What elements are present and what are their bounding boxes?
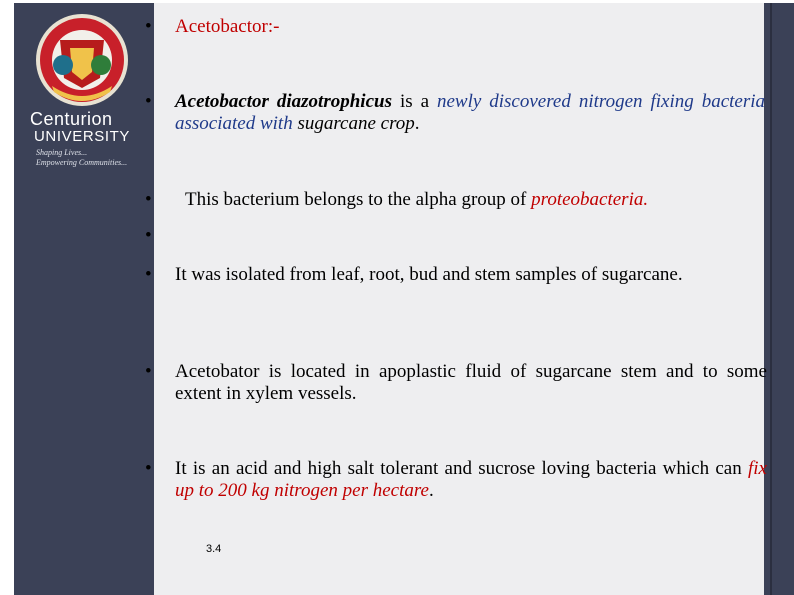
brand-name: Centurion [30, 109, 113, 129]
paragraph-1 [175, 91, 765, 135]
p1-link: is a [391, 91, 437, 112]
p5-end: . [429, 480, 434, 501]
p1-highlight: newly discovered nitrogen fixing bacteria associated with [175, 91, 766, 134]
paragraph-5 [175, 458, 767, 502]
p1-species: Acetobactor diazotrophicus [175, 91, 392, 112]
university-logo [30, 10, 140, 170]
right-sidebar [764, 3, 794, 595]
university-seal-icon [30, 10, 140, 110]
bullet-dot: • [145, 16, 152, 37]
bullet-dot: • [145, 458, 152, 479]
bullet-dot: • [145, 189, 152, 210]
p2-highlight: proteobacteria. [531, 189, 649, 210]
bullet-dot: • [145, 91, 152, 112]
brand-tagline-2: Empowering Communities... [36, 158, 128, 167]
page-number: 3.4 [206, 543, 222, 555]
slide-heading: Acetobactor:- [175, 16, 280, 37]
bullet-dot: • [145, 361, 152, 382]
paragraph-3: It was isolated from leaf, root, bud and stem samples of sugarcane. [175, 264, 683, 285]
brand-tagline-1: Shaping Lives... [36, 148, 88, 157]
paragraph-4: Acetobator is located in apoplastic fluid of sugarcane stem and to some extent in xylem vessels. [175, 361, 767, 404]
paragraph-2 [185, 189, 775, 211]
p2-text: This bacterium belongs to the alpha group of [185, 189, 532, 210]
brand-subtitle: UNIVERSITY [34, 128, 131, 145]
bullet-dot: • [145, 264, 152, 285]
p1-end: . [414, 113, 420, 134]
p5-text: It is an acid and high salt tolerant and sucrose loving bacteria which can [175, 458, 748, 479]
p1-crop: sugarcane crop [292, 113, 415, 134]
bullet-dot-empty: • [145, 225, 152, 246]
p5-highlight: fix up to 200 kg nitrogen per hectare [175, 458, 767, 501]
